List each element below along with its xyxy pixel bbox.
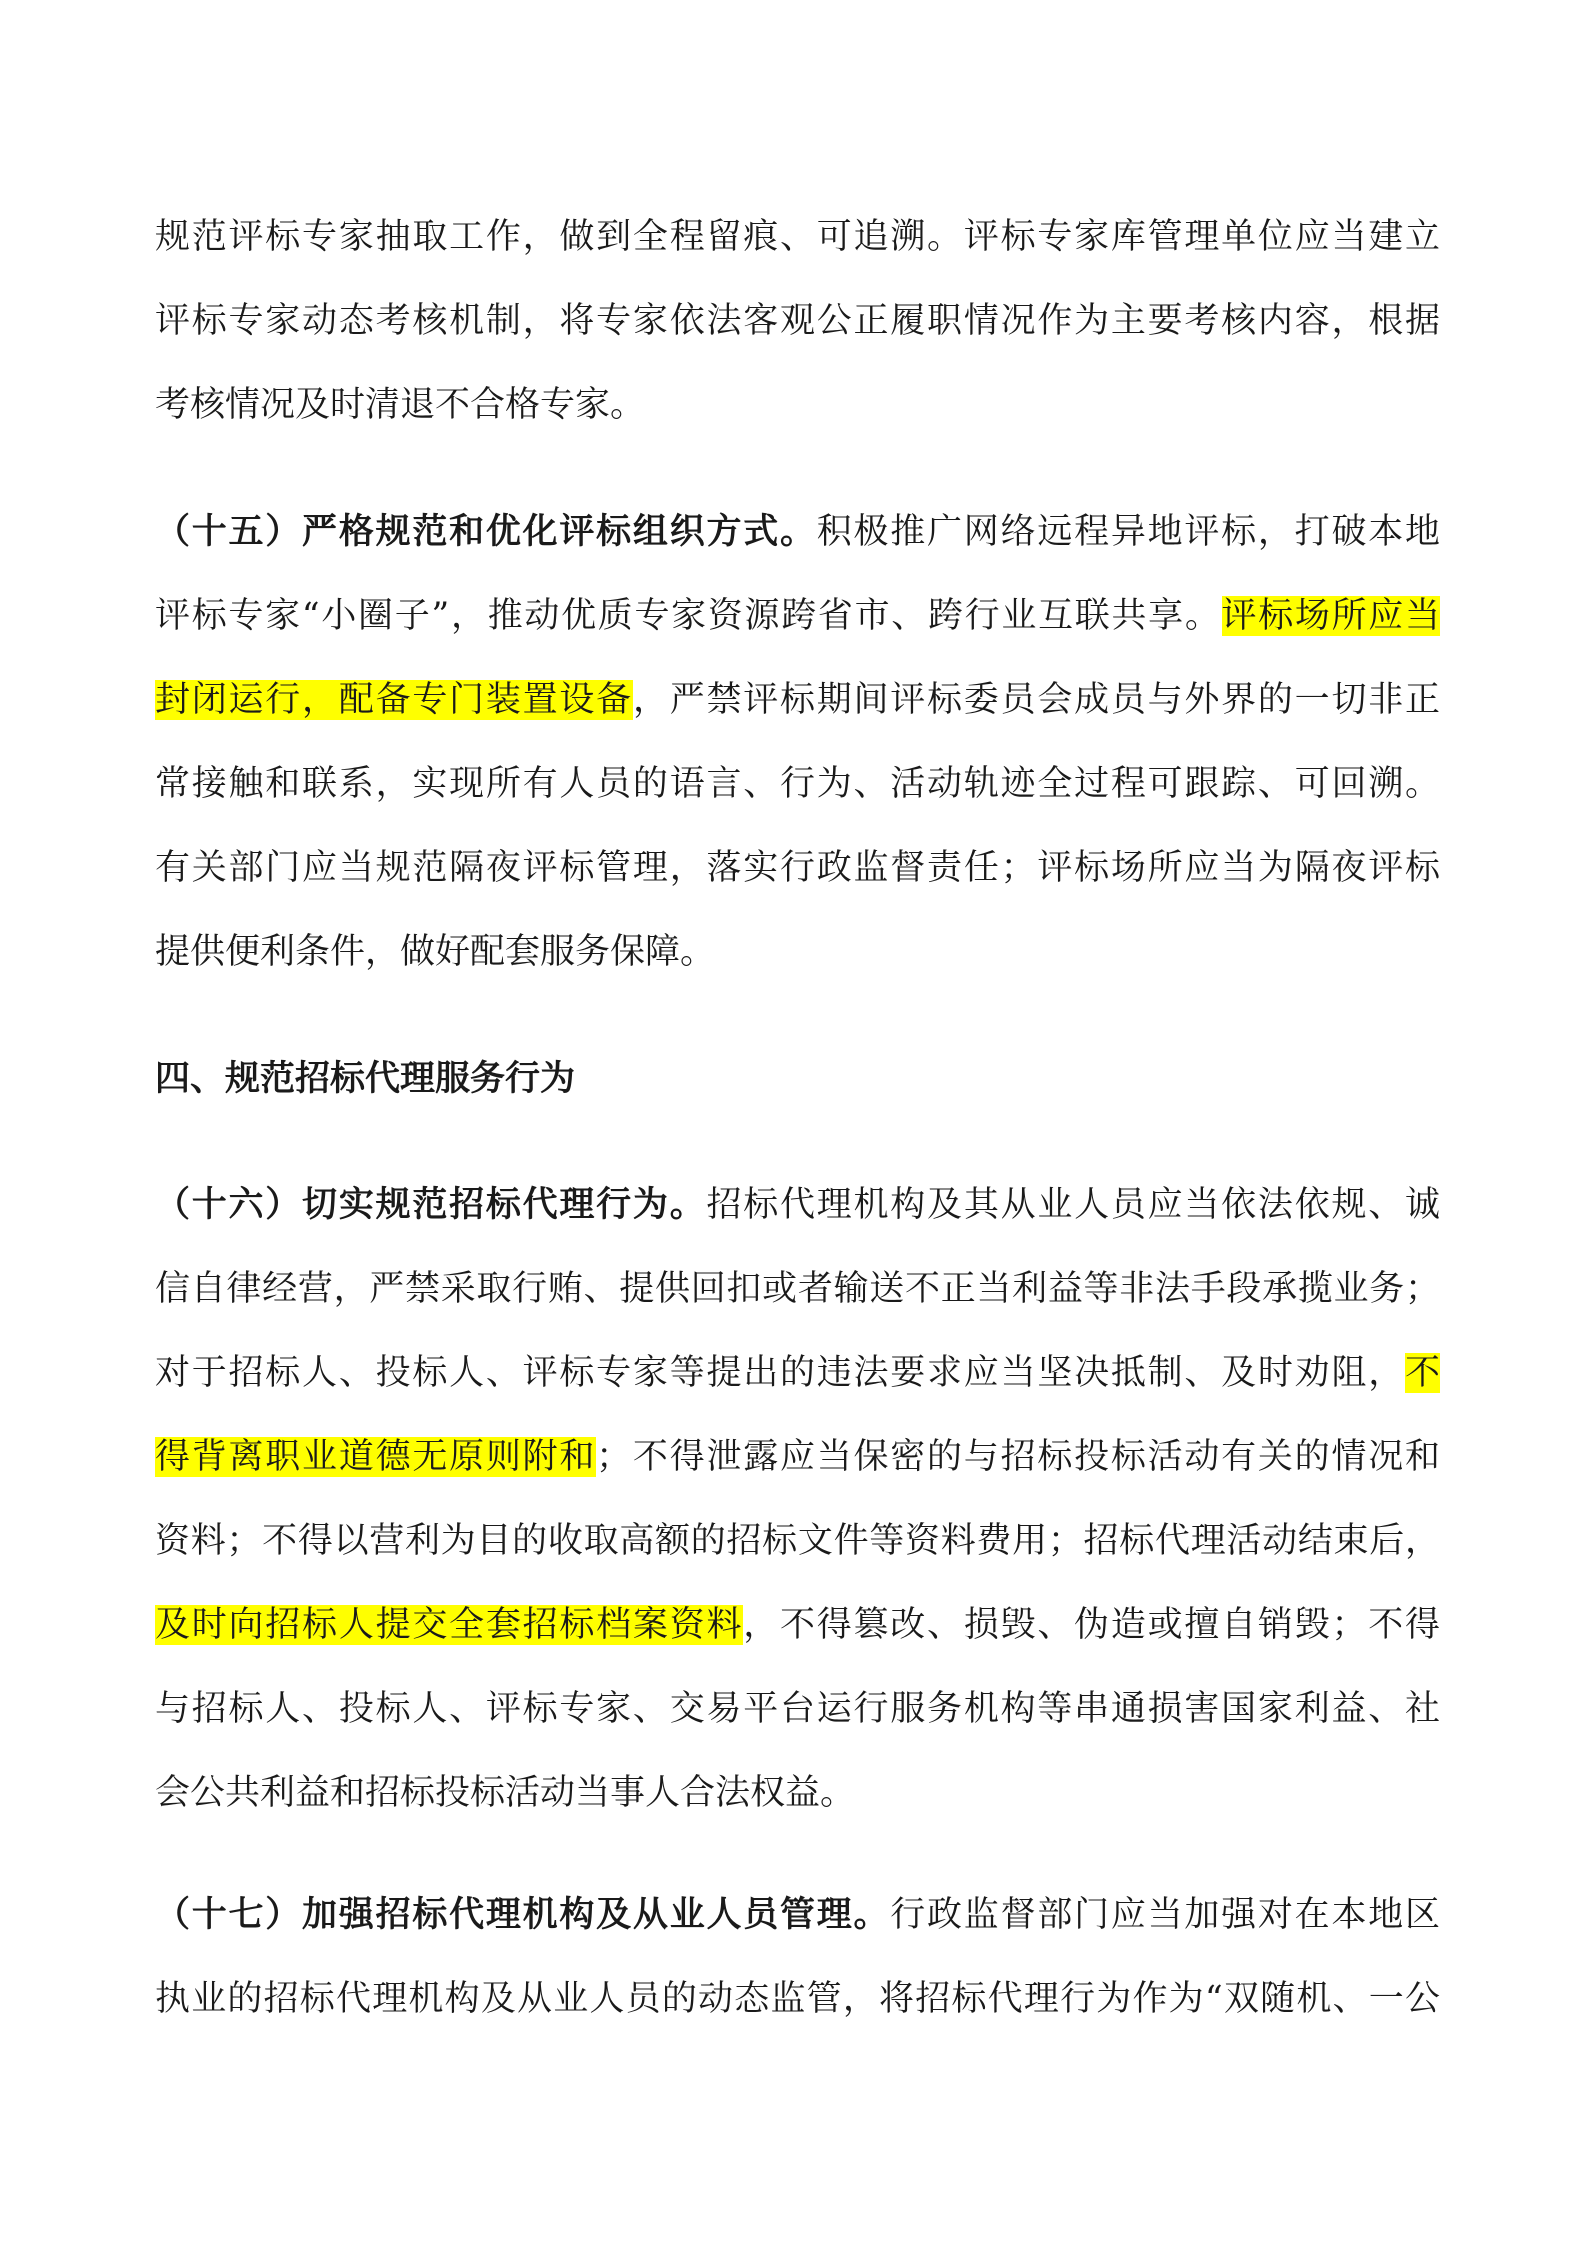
highlighted-text: 及时向招标人提交全套招标档案资料 <box>155 1605 744 1645</box>
bold-text: 四、规范招标代理服务行为 <box>155 1058 576 1099</box>
text-segment: 与招标人、投标人、评标专家、交易平台运行服务机构等串通损害国家利益、社 <box>155 1689 1440 1729</box>
text-line <box>155 195 1440 279</box>
bold-text: （十六）切实规范招标代理行为。 <box>155 1184 707 1225</box>
paragraph-item-16 <box>155 1163 1440 1835</box>
text-line <box>155 1583 1440 1667</box>
text-segment: 执业的招标代理机构及从业人员的动态监管，将招标代理行为作为“双随机、一公 <box>155 1979 1440 2019</box>
text-line <box>155 742 1440 826</box>
highlighted-text: 评标场所应当 <box>1221 596 1440 636</box>
text-line <box>155 1247 1440 1331</box>
text-line <box>155 1751 1440 1835</box>
text-line <box>155 1163 1440 1247</box>
highlighted-text: 封闭运行，配备专门装置设备 <box>155 680 633 720</box>
text-line <box>155 826 1440 910</box>
text-line <box>155 1415 1440 1499</box>
paragraph-item-15 <box>155 490 1440 994</box>
bold-text: （十七）加强招标代理机构及从业人员管理。 <box>155 1894 891 1935</box>
text-segment: ，严禁评标期间评标委员会成员与外界的一切非正 <box>632 680 1440 720</box>
text-line <box>155 1499 1440 1583</box>
text-line <box>155 574 1440 658</box>
text-segment: 会公共利益和招标投标活动当事人合法权益。 <box>155 1773 856 1813</box>
text-segment: 信自律经营，严禁采取行贿、提供回扣或者输送不正当利益等非法手段承揽业务； <box>155 1269 1440 1309</box>
text-line <box>155 363 1440 447</box>
paragraph-item-17 <box>155 1873 1440 2041</box>
text-line <box>155 1037 1440 1121</box>
highlighted-text: 不 <box>1404 1353 1440 1393</box>
highlighted-text: 得背离职业道德无原则附和 <box>155 1437 597 1477</box>
text-line <box>155 1331 1440 1415</box>
text-line <box>155 1957 1440 2041</box>
text-segment: 招标代理机构及其从业人员应当依法依规、诚 <box>706 1185 1440 1225</box>
text-line <box>155 1873 1440 1957</box>
text-segment: 规范评标专家抽取工作，做到全程留痕、可追溯。评标专家库管理单位应当建立 <box>155 217 1440 257</box>
text-segment: ；不得泄露应当保密的与招标投标活动有关的情况和 <box>596 1437 1440 1477</box>
text-segment: 有关部门应当规范隔夜评标管理，落实行政监督责任；评标场所应当为隔夜评标 <box>155 848 1440 888</box>
text-segment: 行政监督部门应当加强对在本地区 <box>890 1895 1440 1935</box>
text-line <box>155 279 1440 363</box>
text-segment: 对于招标人、投标人、评标专家等提出的违法要求应当坚决抵制、及时劝阻， <box>155 1353 1405 1393</box>
text-segment: 资料；不得以营利为目的收取高额的招标文件等资料费用；招标代理活动结束后， <box>155 1521 1440 1561</box>
text-line <box>155 658 1440 742</box>
text-line <box>155 1667 1440 1751</box>
text-segment: 积极推广网络远程异地评标，打破本地 <box>816 512 1440 552</box>
text-segment: 考核情况及时清退不合格专家。 <box>155 385 646 425</box>
paragraph-expert-management <box>155 195 1440 447</box>
text-segment: 常接触和联系，实现所有人员的语言、行为、活动轨迹全过程可跟踪、可回溯。 <box>155 764 1440 804</box>
text-segment: ，不得篡改、损毁、伪造或擅自销毁；不得 <box>743 1605 1440 1645</box>
text-segment: 评标专家“小圈子”，推动优质专家资源跨省市、跨行业互联共享。 <box>155 596 1222 636</box>
text-segment: 评标专家动态考核机制，将专家依法客观公正履职情况作为主要考核内容，根据 <box>155 301 1440 341</box>
section-4-heading <box>155 1037 1440 1121</box>
bold-text: （十五）严格规范和优化评标组织方式。 <box>155 511 817 552</box>
text-line <box>155 490 1440 574</box>
text-segment: 提供便利条件，做好配套服务保障。 <box>155 932 716 972</box>
text-line <box>155 910 1440 994</box>
